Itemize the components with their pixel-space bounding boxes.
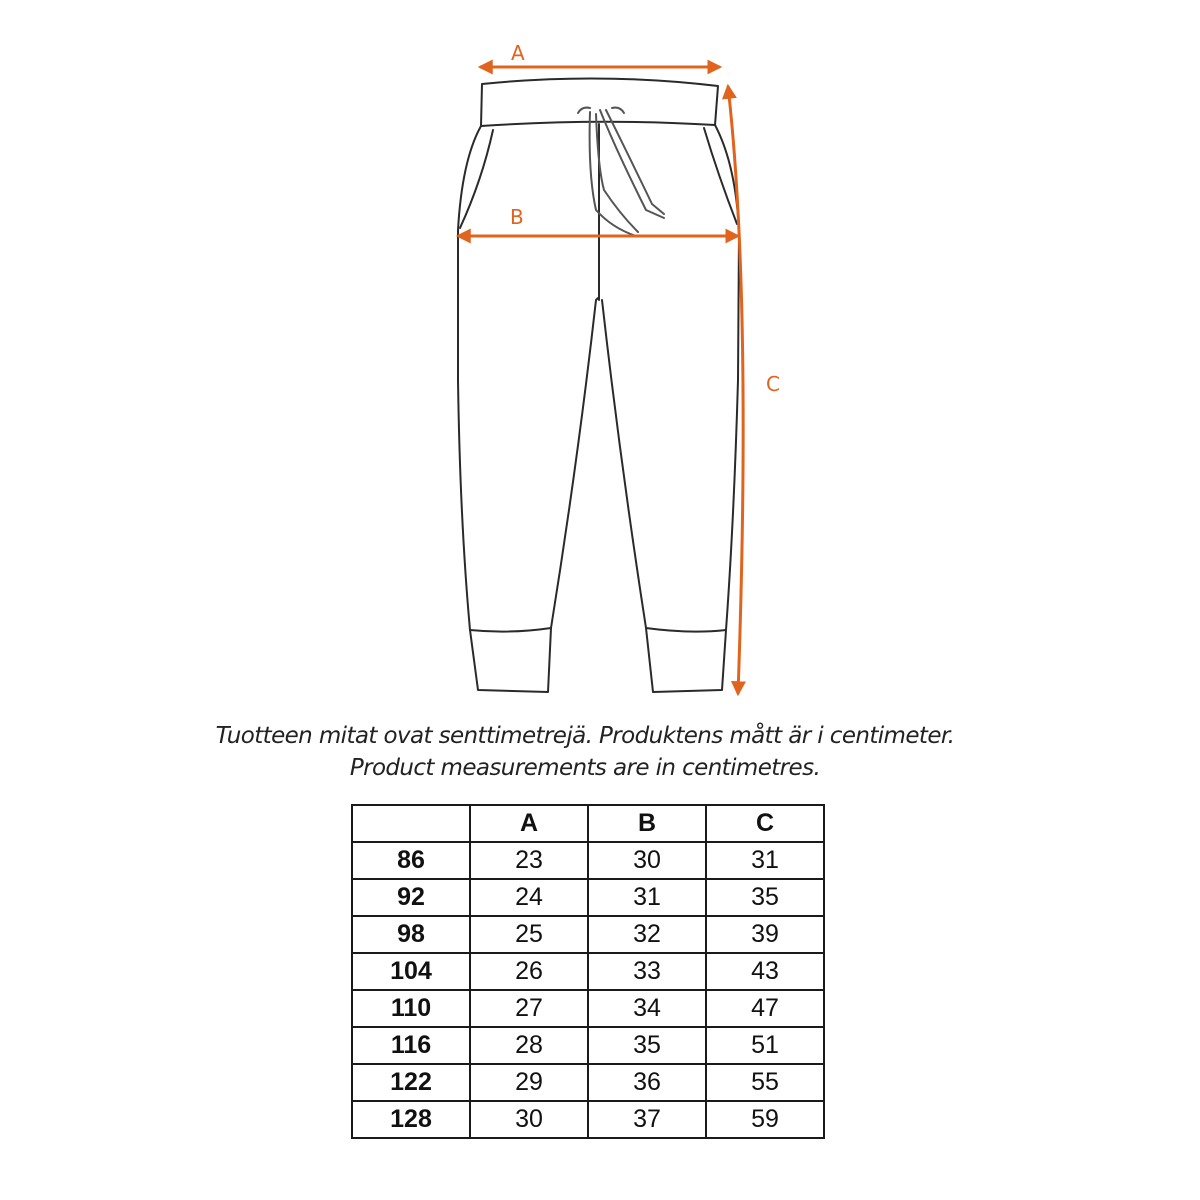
table-row — [352, 1027, 824, 1064]
c-cell: 31 — [706, 842, 824, 879]
size-cell: 86 — [352, 842, 470, 879]
table-row — [352, 990, 824, 1027]
dimension-a-label: A — [511, 41, 525, 65]
b-cell: 34 — [588, 990, 706, 1027]
header-c: C — [706, 805, 824, 842]
dimension-b-label: B — [510, 205, 524, 229]
table-row — [352, 953, 824, 990]
size-cell: 128 — [352, 1101, 470, 1138]
table-row — [352, 916, 824, 953]
a-cell: 26 — [470, 953, 588, 990]
c-cell: 59 — [706, 1101, 824, 1138]
header-b: B — [588, 805, 706, 842]
a-cell: 28 — [470, 1027, 588, 1064]
right-cuff-seam — [646, 628, 726, 632]
dimension-arrows — [458, 67, 743, 694]
b-cell: 32 — [588, 916, 706, 953]
right-leg — [602, 125, 739, 692]
a-cell: 27 — [470, 990, 588, 1027]
a-cell: 30 — [470, 1101, 588, 1138]
a-cell: 23 — [470, 842, 588, 879]
table-row — [352, 842, 824, 879]
size-table — [351, 804, 825, 1139]
b-cell: 36 — [588, 1064, 706, 1101]
size-cell: 104 — [352, 953, 470, 990]
header-a: A — [470, 805, 588, 842]
waistband — [481, 78, 718, 126]
left-leg — [458, 126, 598, 692]
size-cell: 116 — [352, 1027, 470, 1064]
pants-outline — [458, 78, 739, 692]
b-cell: 37 — [588, 1101, 706, 1138]
dimension-c-label: C — [766, 372, 780, 396]
measurement-note-en: Product measurements are in centimetres. — [349, 755, 821, 781]
header-size — [352, 805, 470, 842]
size-table-header-row — [352, 805, 824, 842]
c-cell: 39 — [706, 916, 824, 953]
measurement-note-fi-sv: Tuotteen mitat ovat senttimetrejä. Produktens mått är i centimeter. — [215, 723, 955, 749]
b-cell: 35 — [588, 1027, 706, 1064]
table-row — [352, 1101, 824, 1138]
b-cell: 33 — [588, 953, 706, 990]
a-cell: 25 — [470, 916, 588, 953]
left-pocket — [460, 130, 493, 228]
c-cell: 51 — [706, 1027, 824, 1064]
drawstring — [578, 108, 664, 236]
b-cell: 31 — [588, 879, 706, 916]
a-cell: 29 — [470, 1064, 588, 1101]
c-cell: 35 — [706, 879, 824, 916]
c-cell: 55 — [706, 1064, 824, 1101]
c-cell: 47 — [706, 990, 824, 1027]
left-cuff-seam — [470, 628, 551, 632]
dimension-c-arrow — [728, 86, 743, 694]
a-cell: 24 — [470, 879, 588, 916]
size-cell: 122 — [352, 1064, 470, 1101]
c-cell: 43 — [706, 953, 824, 990]
b-cell: 30 — [588, 842, 706, 879]
size-cell: 92 — [352, 879, 470, 916]
size-cell: 110 — [352, 990, 470, 1027]
size-cell: 98 — [352, 916, 470, 953]
table-row — [352, 1064, 824, 1101]
table-row — [352, 879, 824, 916]
